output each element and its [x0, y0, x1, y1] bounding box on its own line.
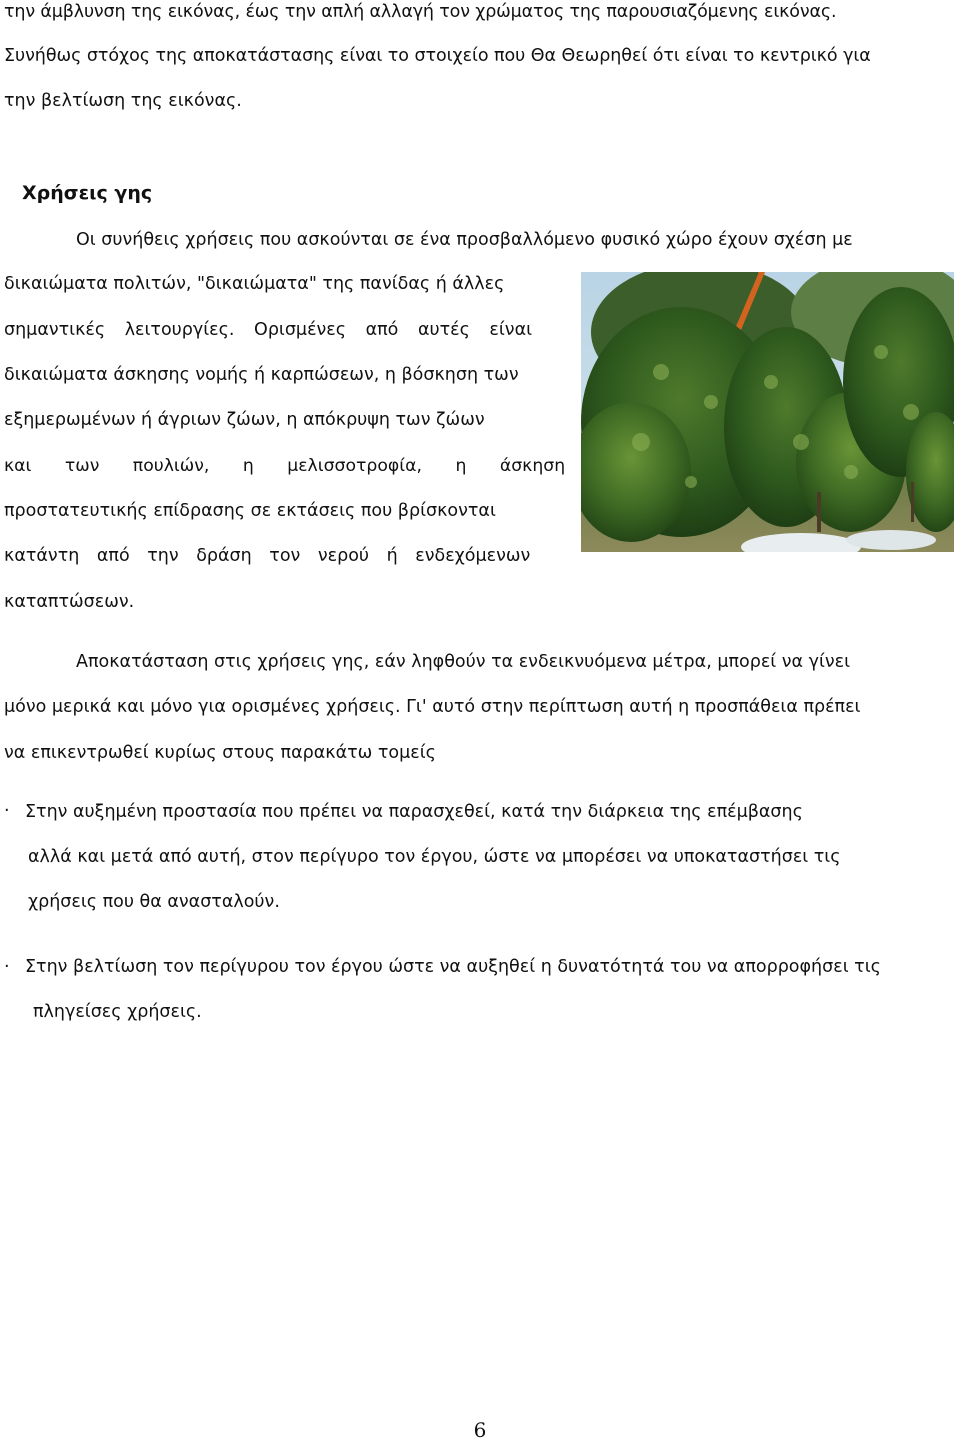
bullet-2-line-2: πληγείσες χρήσεις.	[33, 1002, 202, 1022]
land-use-line-2: δικαιώματα πολιτών, "δικαιώματα" της πανίδας ή άλλες	[4, 274, 505, 294]
bullet-1-line-3: χρήσεις που θα ανασταλούν.	[28, 892, 280, 912]
intro-line-3: την βελτίωση της εικόνας.	[4, 91, 242, 111]
restoration-line-3: να επικεντρωθεί κυρίως στους παρακάτω τομείς	[4, 743, 436, 763]
land-use-line-1: Οι συνήθεις χρήσεις που ασκούνται σε ένα προσβαλλόμενο φυσικό χώρο έχουν σχέση με	[76, 230, 853, 250]
land-use-line-8: κατάντη από την δράση τον νερού ή ενδεχόμενων	[4, 546, 531, 566]
intro-line-2: Συνήθως στόχος της αποκατάστασης είναι το στοιχείο που Θα Θεωρηθεί ότι είναι το κεντρικό για	[4, 46, 871, 66]
land-use-line-5: εξημερωμένων ή άγριων ζώων, η απόκρυψη των ζώων	[4, 410, 485, 430]
bullet-1-line-1: Στην αυξημένη προστασία που πρέπει να παρασχεθεί, κατά την διάρκεια της επέμβασης	[25, 802, 803, 822]
land-use-line-6: και των πουλιών, η μελισσοτροφία, η άσκηση	[4, 456, 566, 476]
restoration-line-2: μόνο μερικά και μόνο για ορισμένες χρήσεις. Γι' αυτό στην περίπτωση αυτή η προσπάθεια πρέπει	[4, 697, 861, 717]
land-use-line-4: δικαιώματα άσκησης νομής ή καρπώσεων, η βόσκηση των	[4, 365, 519, 385]
land-use-line-3: σημαντικές λειτουργίες. Ορισμένες από αυτές είναι	[4, 320, 533, 340]
bullet-1-line-2: αλλά και μετά από αυτή, στον περίγυρο τον έργου, ώστε να μπορέσει να υποκαταστήσει τις	[28, 847, 841, 867]
land-use-line-7: προστατευτικής επίδρασης σε εκτάσεις που βρίσκονται	[4, 501, 496, 521]
section-heading: Χρήσεις γης	[22, 182, 153, 204]
bullet-marker-1: ·	[4, 801, 10, 821]
bullet-2-line-1: Στην βελτίωση τον περίγυρου τον έργου ώστε να αυξηθεί η δυνατότητά του να απορροφήσει τις	[25, 957, 881, 977]
bullet-marker-2: ·	[4, 957, 10, 977]
land-use-line-9: καταπτώσεων.	[4, 592, 135, 612]
restoration-line-1: Αποκατάσταση στις χρήσεις γης, εάν ληφθούν τα ενδεικνυόμενα μέτρα, μπορεί να γίνει	[76, 652, 851, 672]
intro-line-1	[4, 0, 952, 24]
page-number: 6	[473, 1418, 487, 1442]
pine-forest-photo	[581, 272, 954, 552]
intro-line-1-text: την άμβλυνση της εικόνας, έως την απλή αλλαγή τον χρώματος της παρουσιαζόμενης εικόνας.	[4, 2, 837, 22]
